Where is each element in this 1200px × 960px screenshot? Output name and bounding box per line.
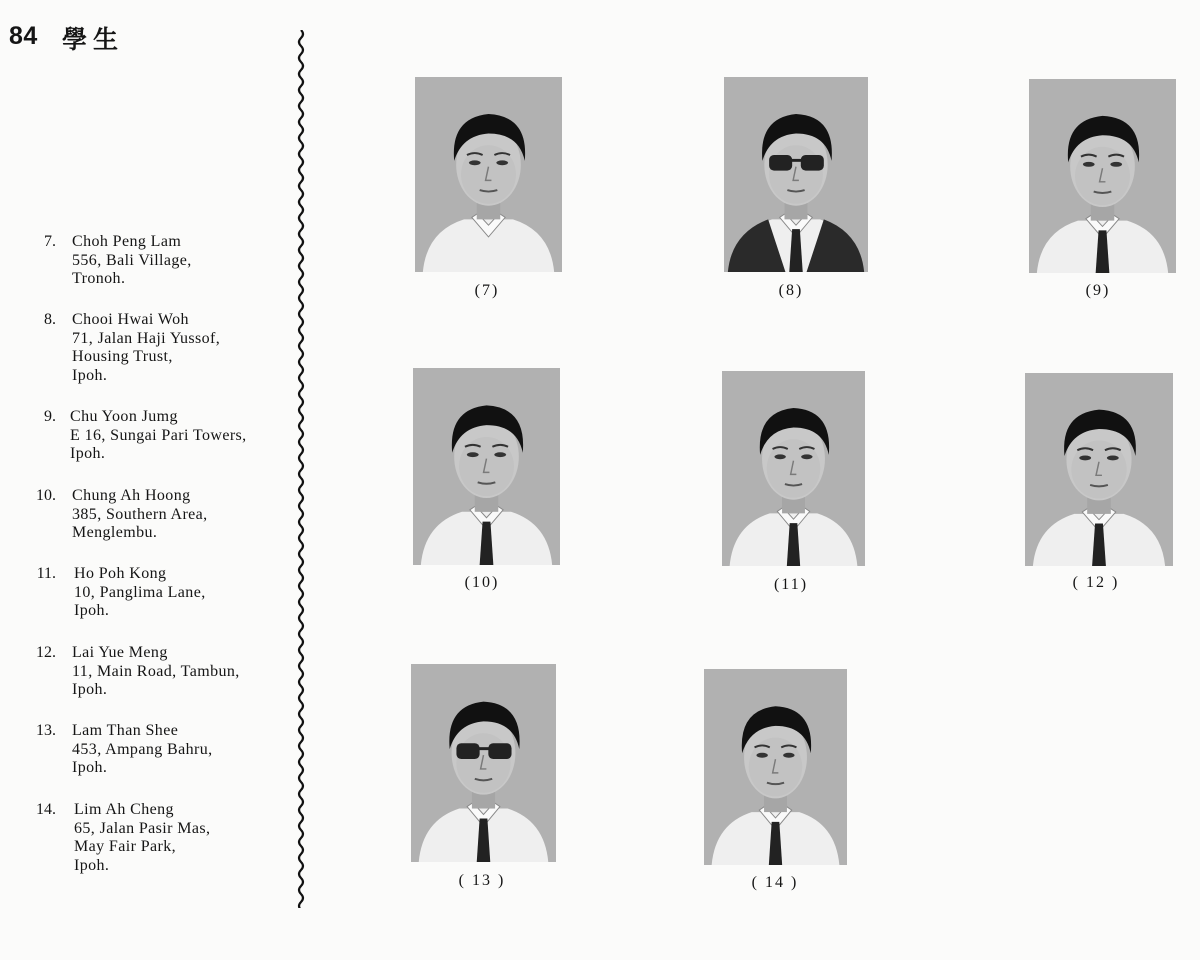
entry-number: 10. bbox=[36, 487, 56, 504]
portrait-figure bbox=[1025, 373, 1173, 566]
entry-number: 9. bbox=[44, 408, 56, 425]
portrait-photo-14 bbox=[704, 669, 847, 865]
address-line: Ipoh. bbox=[74, 602, 110, 619]
address-line: 10, Panglima Lane, bbox=[74, 583, 206, 601]
address-line: Tronoh. bbox=[72, 270, 126, 287]
entry-number: 14. bbox=[36, 801, 56, 818]
photo-caption-9: (9) bbox=[1085, 282, 1111, 299]
address-line: 556, Bali Village, bbox=[72, 251, 192, 269]
portrait-figure bbox=[411, 664, 556, 862]
portrait-photo-9 bbox=[1029, 79, 1176, 273]
address-line: Ipoh. bbox=[74, 856, 110, 874]
portrait-figure bbox=[1029, 79, 1176, 273]
entry-number: 8. bbox=[44, 311, 56, 328]
address-line: Ipoh. bbox=[72, 759, 108, 776]
photo-caption-7: (7) bbox=[474, 282, 500, 299]
portrait-figure bbox=[724, 77, 868, 272]
portrait-photo-8 bbox=[724, 77, 868, 272]
student-name: Ho Poh Kong bbox=[74, 565, 167, 582]
address-line: Ipoh. bbox=[70, 445, 106, 462]
photo-caption-12: ( 12 ) bbox=[1072, 574, 1120, 591]
photo-caption-13: ( 13 ) bbox=[458, 872, 506, 889]
student-name: Chu Yoon Jumg bbox=[70, 408, 178, 425]
student-name: Choh Peng Lam bbox=[72, 233, 182, 250]
address-line: 453, Ampang Bahru, bbox=[72, 740, 213, 758]
address-line: 65, Jalan Pasir Mas, bbox=[74, 819, 211, 837]
student-name: Chung Ah Hoong bbox=[72, 487, 191, 504]
address-line: 11, Main Road, Tambun, bbox=[72, 662, 240, 680]
portrait-photo-12 bbox=[1025, 373, 1173, 566]
section-title: 學生 bbox=[62, 25, 125, 54]
portrait-figure bbox=[704, 669, 847, 865]
student-name: Chooi Hwai Woh bbox=[72, 311, 189, 328]
student-name: Lim Ah Cheng bbox=[74, 801, 174, 818]
address-line: Ipoh. bbox=[72, 681, 108, 698]
address-line: E 16, Sungai Pari Towers, bbox=[70, 426, 247, 444]
student-name: Lam Than Shee bbox=[72, 722, 179, 739]
entry-number: 12. bbox=[36, 644, 56, 661]
photo-caption-10: (10) bbox=[464, 574, 500, 591]
page-number: 84 bbox=[9, 22, 38, 50]
address-line: Ipoh. bbox=[72, 366, 108, 384]
address-line: 71, Jalan Haji Yussof, bbox=[72, 329, 221, 347]
wavy-divider bbox=[292, 30, 310, 908]
photo-caption-11: (11) bbox=[773, 576, 809, 593]
portrait-figure bbox=[722, 371, 865, 566]
entry-number: 13. bbox=[36, 722, 56, 739]
address-line: 385, Southern Area, bbox=[72, 505, 208, 523]
address-line: May Fair Park, bbox=[74, 838, 177, 855]
address-line: Housing Trust, bbox=[72, 348, 173, 365]
entry-number: 11. bbox=[36, 565, 56, 582]
portrait-figure bbox=[413, 368, 560, 565]
entry-number: 7. bbox=[44, 233, 56, 250]
portrait-photo-11 bbox=[722, 371, 865, 566]
photo-caption-14: ( 14 ) bbox=[751, 874, 799, 891]
student-name: Lai Yue Meng bbox=[72, 644, 168, 661]
portrait-photo-10 bbox=[413, 368, 560, 565]
portrait-photo-7 bbox=[415, 77, 562, 272]
address-line: Menglembu. bbox=[72, 524, 158, 541]
portrait-figure bbox=[415, 77, 562, 272]
photo-caption-8: (8) bbox=[778, 282, 804, 299]
portrait-photo-13 bbox=[411, 664, 556, 862]
